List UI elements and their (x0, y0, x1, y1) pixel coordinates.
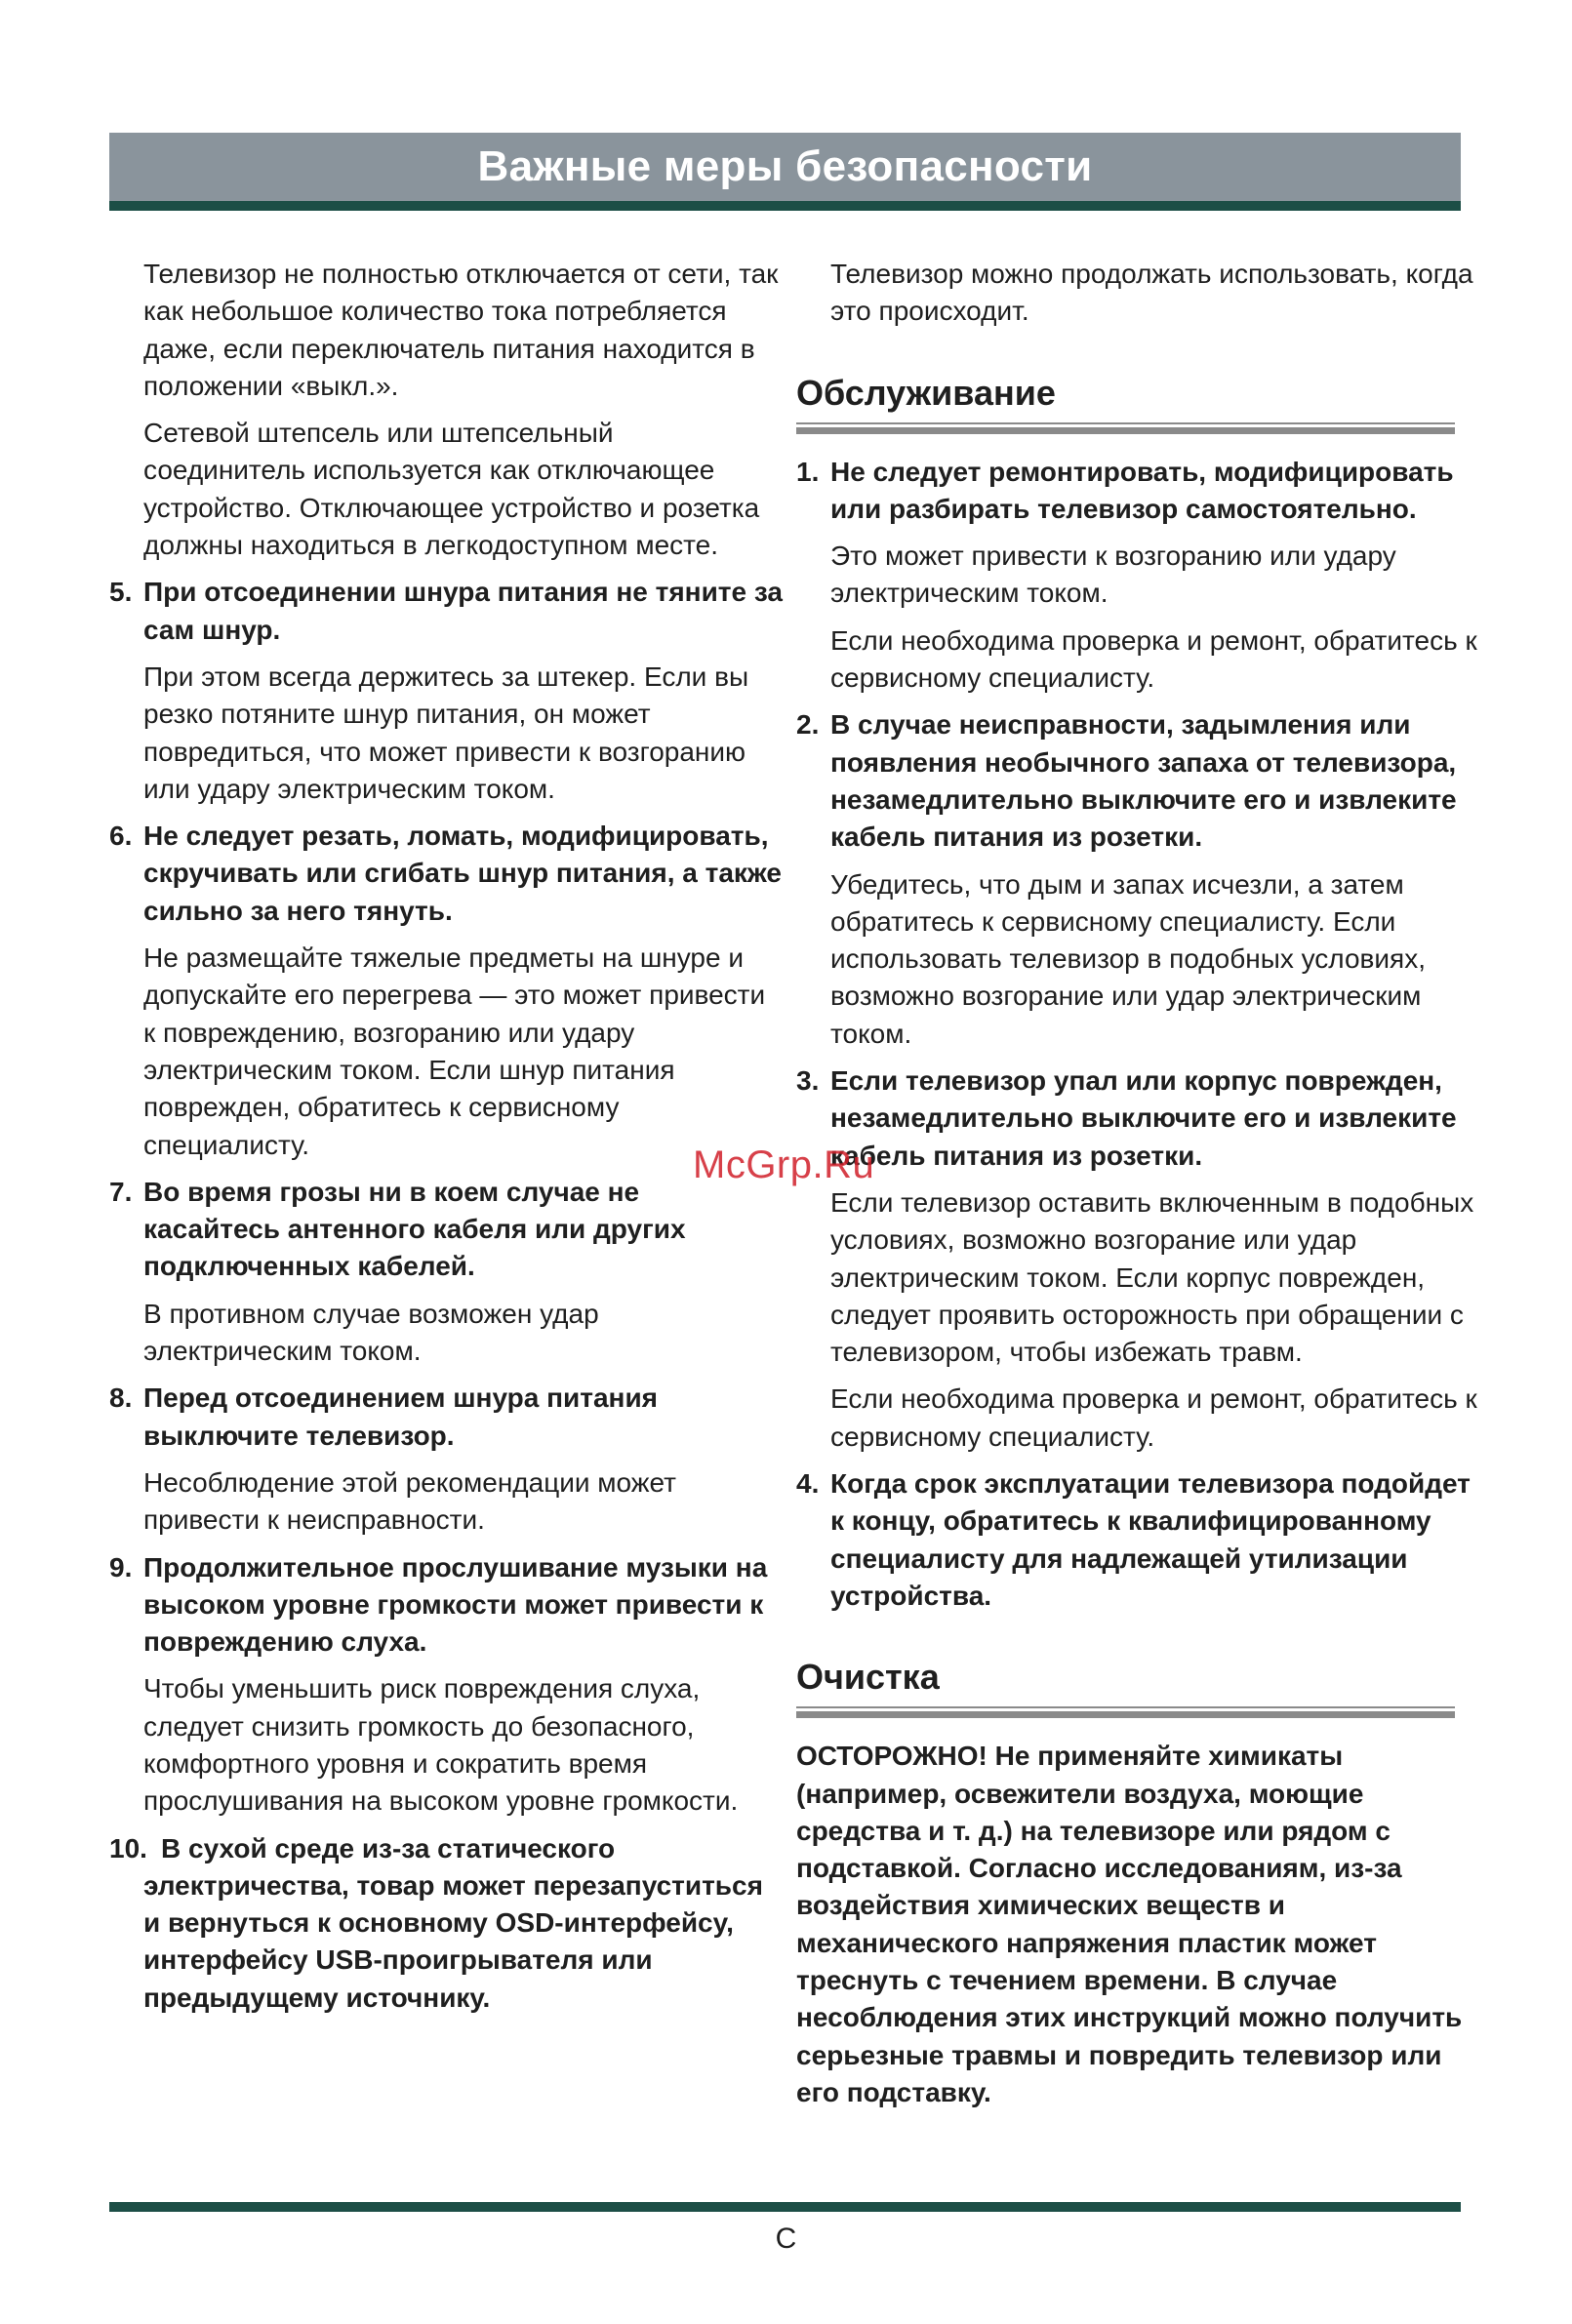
item-body: Это может привести к возгоранию или удару электрическим током. (830, 541, 1396, 609)
page-number: С (775, 2223, 797, 2255)
safety-item-9 (109, 1549, 783, 1662)
item-body: Если необходима проверка и ремонт, обратитесь к сервисному специалисту. (830, 1383, 1477, 1452)
item-body: Чтобы уменьшить риск повреждения слуха, следует снизить громкость до безопасного, комфортного уровня и сократить время прослушивания на высоком уровне громкости. (143, 1673, 739, 1817)
page-title: Важные меры безопасности (477, 142, 1093, 190)
intro-paragraph: Телевизор можно продолжать использовать, когда это происходит. (830, 259, 1473, 327)
intro-paragraph: Сетевой штепсель или штепсельный соединитель используется как отключающее устройство. Отключающее устройство и розетка должны находиться в легкодоступном месте. (143, 418, 760, 561)
item-heading: При отсоединении шнура питания не тяните за сам шнур. (143, 577, 783, 645)
item-body: Не размещайте тяжелые предметы на шнуре и допускайте его перегрева — это может привести к повреждению, возгоранию или удару электрическим током. Если шнур питания поврежден, обратитесь к сервисному специалисту. (143, 942, 766, 1160)
item-heading: Если телевизор упал или корпус поврежден, незамедлительно выключите его и извлеките кабель питания из розетки. (830, 1065, 1457, 1171)
maintenance-item-1 (796, 454, 1479, 529)
item-heading: Перед отсоединением шнура питания выключите телевизор. (143, 1382, 658, 1451)
safety-item-8 (109, 1380, 783, 1455)
item-number: 10. (109, 1832, 147, 1863)
section-divider (796, 422, 1455, 434)
footer-rule (109, 2202, 1461, 2212)
maintenance-item-4 (796, 1465, 1479, 1615)
item-heading: Во время грозы ни в коем случае не касайтесь антенного кабеля или других подключенных кабелей. (143, 1176, 686, 1282)
item-heading: Когда срок эксплуатации телевизора подойдет к концу, обратитесь к квалифицированному специалисту для надлежащей утилизации устройства. (830, 1468, 1471, 1611)
safety-item-5 (109, 574, 783, 649)
item-number: 9. (109, 1551, 133, 1583)
item-body: Несоблюдение этой рекомендации может привести к неисправности. (143, 1466, 676, 1536)
safety-item-10 (109, 1830, 783, 2017)
cleaning-warning: ОСТОРОЖНО! Не применяйте химикаты (например, освежители воздуха, моющие средства и т. д.) на телевизоре или рядом с подставкой. Согласно исследованиям, из-за воздействия химических веществ и механического напряжения пластик может треснуть с течением времени. В случае несоблюдения этих инструкций можно получить серьезные травмы и повредить телевизор или его подставку. (796, 1741, 1463, 2107)
item-number: 2. (796, 709, 820, 741)
item-heading: Не следует ремонтировать, модифицировать или разбирать телевизор самостоятельно. (830, 456, 1454, 524)
maintenance-item-3 (796, 1062, 1479, 1175)
page-header (109, 133, 1461, 211)
watermark: McGrp.Ru (693, 1143, 875, 1186)
item-number: 6. (109, 821, 133, 852)
item-number: 8. (109, 1382, 133, 1414)
right-column (796, 256, 1479, 2111)
item-number: 1. (796, 456, 820, 487)
item-number: 5. (109, 577, 133, 608)
item-body: В противном случае возможен удар электрическим током. (143, 1298, 599, 1367)
intro-paragraph: Телевизор не полностью отключается от сети, так как небольшое количество тока потребляется даже, если переключатель питания находится в положении «выкл.». (143, 259, 779, 401)
item-body: Убедитесь, что дым и запах исчезли, а затем обратитесь к сервисному специалисту. Если использовать телевизор в подобных условиях, возможно возгорание или удар электрическим током. (830, 868, 1426, 1049)
item-body: Если телевизор оставить включенным в подобных условиях, возможно возгорание или удар электрическим током. Если корпус поврежден, следует проявить осторожность при обращении с телевизором, чтобы избежать травм. (830, 1186, 1474, 1368)
section-heading-cleaning: Очистка (796, 1657, 940, 1698)
safety-item-7 (109, 1174, 783, 1286)
maintenance-item-2 (796, 706, 1479, 856)
section-divider (796, 1706, 1455, 1718)
item-body: Если необходима проверка и ремонт, обратитесь к сервисному специалисту. (830, 624, 1477, 694)
item-number: 7. (109, 1176, 133, 1207)
item-heading: В сухой среде из-за статического электричества, товар может перезапуститься и вернуться к основному OSD-интерфейсу, интерфейсу USB-проигрывателя или предыдущему источнику. (143, 1832, 763, 2013)
item-heading: Не следует резать, ломать, модифицировать, скручивать или сгибать шнур питания, а также сильно за него тянуть. (143, 821, 782, 926)
left-column (109, 256, 783, 2026)
item-body: При этом всегда держитесь за штекер. Если вы резко потяните шнур питания, он может повредиться, что может привести к возгоранию или удару электрическим током. (143, 661, 749, 804)
safety-item-6 (109, 818, 783, 930)
item-heading: В случае неисправности, задымления или появления необычного запаха от телевизора, незамедлительно выключите его и извлеките кабель питания из розетки. (830, 709, 1457, 853)
item-number: 3. (796, 1065, 820, 1097)
section-heading-maintenance: Обслуживание (796, 372, 1056, 413)
item-number: 4. (796, 1468, 820, 1500)
item-heading: Продолжительное прослушивание музыки на высоком уровне громкости может привести к повреждению слуха. (143, 1551, 768, 1658)
